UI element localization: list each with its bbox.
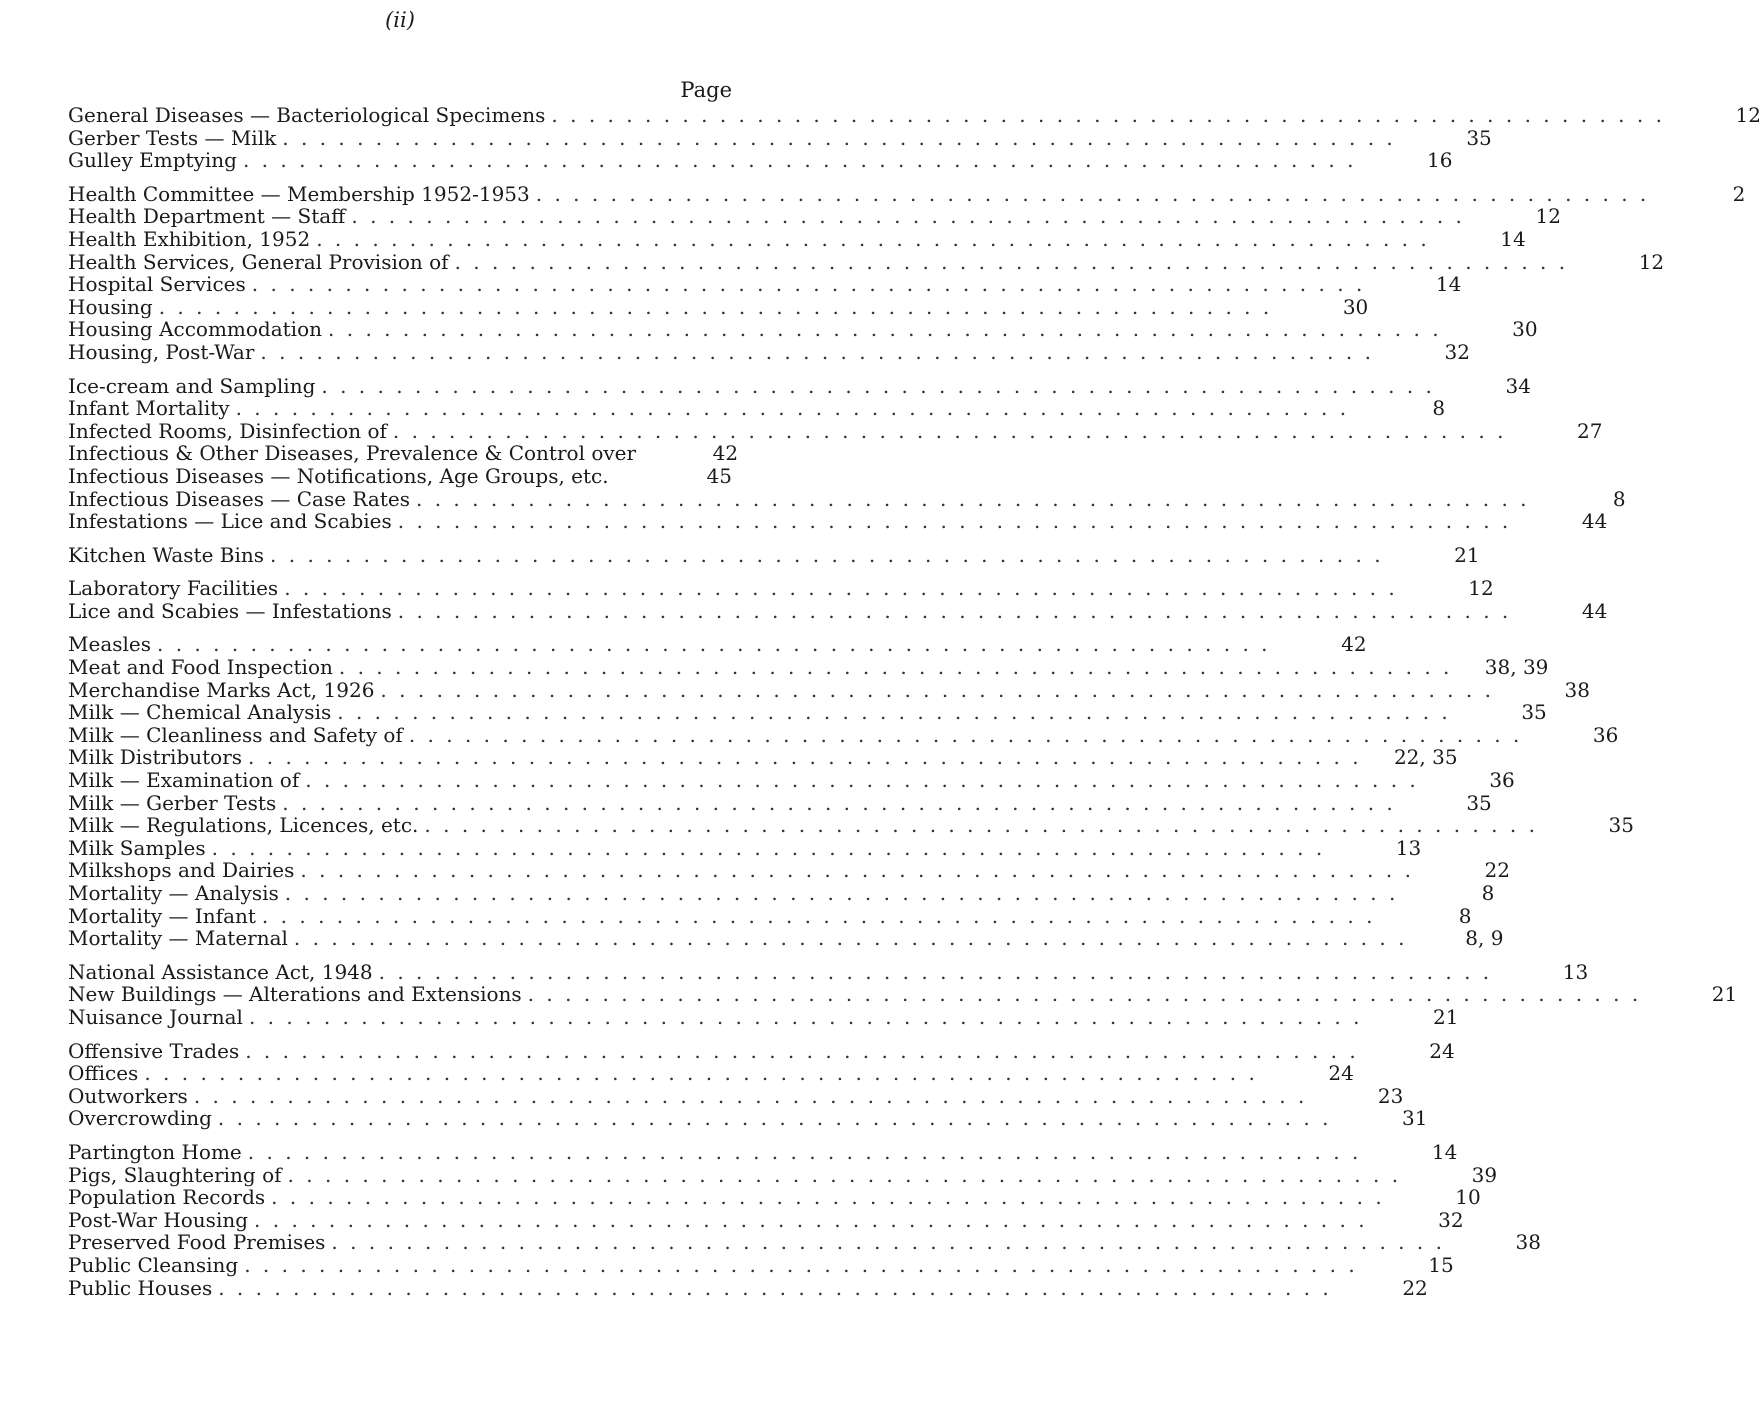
entry-label: Offensive Trades — [68, 1038, 240, 1063]
dot-leader: . . . . . . . . . . . . . . . . . . . . . . . . . . . . . . . . . . . . . . . . . . . . . . . . . . . . . . . . . . . . — [380, 677, 1494, 702]
index-entry — [68, 1252, 1454, 1277]
entry-label: Preserved Food Premises — [68, 1230, 326, 1255]
entry-page-number: 22, 35 — [1393, 745, 1458, 770]
entry-label: Milk Distributors — [68, 745, 243, 770]
entry-label: Public Houses — [68, 1275, 213, 1300]
entry-label: Laboratory Facilities — [68, 576, 279, 601]
dot-leader: . . . . . . . . . . . . . . . . . . . . . . . . . . . . . . . . . . . . . . . . . . . . . . . . . . . . . . . . . . . . — [293, 926, 1408, 951]
entry-page-number: 13 — [1395, 835, 1422, 860]
entry-page-number: 12 — [1735, 103, 1761, 127]
index-entry — [68, 272, 1462, 297]
dot-leader: . . . . . . . . . . . . . . . . . . . . . . . . . . . . . . . . . . . . . . . . . . . . . . . . . . . . . . . . . . . . — [247, 1139, 1362, 1164]
entry-label: Infectious & Other Diseases, Prevalence & Control over — [68, 441, 637, 466]
page-column-header: Page — [680, 78, 732, 102]
index-entry — [68, 813, 1634, 838]
entry-page-number: 8 — [1458, 903, 1472, 928]
entry-page-number: 21 — [1454, 542, 1480, 567]
dot-leader: . . . . . . . . . . . . . . . . . . . . . . . . . . . . . . . . . . . . . . . . . . . . . . . . . . . . . . . . . . . . — [284, 881, 1399, 905]
entry-label: Population Records — [68, 1185, 266, 1210]
entry-label: Gerber Tests — Milk — [68, 125, 277, 150]
dot-leader: . . . . . . . . . . . . . . . . . . . . . . . . . . . . . . . . . . . . . . . . . . . . . . . . . . . . . . . . . . . . — [305, 768, 1419, 793]
entry-page-number: 30 — [1512, 317, 1538, 342]
entry-page-number: 31 — [1402, 1106, 1428, 1131]
entry-page-number: 12 — [1638, 249, 1665, 274]
entry-label: Mortality — Maternal — [68, 926, 288, 951]
index-group — [68, 959, 1738, 1029]
dot-leader: . . . . . . . . . . . . . . . . . . . . . . . . . . . . . . . . . . . . . . . . . . . . . . . . . . . . . . . . . . . . — [328, 317, 1442, 342]
dot-leader: . . . . . . . . . . . . . . . . . . . . . . . . . . . . . . . . . . . . . . . . . . . . . . . . . . . . . . . . . . . . — [338, 655, 1453, 680]
entry-page-number: 38 — [1564, 677, 1590, 702]
entry-label: Milk — Chemical Analysis — [68, 700, 332, 725]
dot-leader: . . . . . . . . . . . . . . . . . . . . . . . . . . . . . . . . . . . . . . . . . . . . . . . . . . . . . . . . . . . . — [284, 576, 1398, 601]
index-entry — [68, 982, 1738, 1007]
dot-leader: . . . . . . . . . . . . . . . . . . . . . . . . . . . . . . . . . . . . . . . . . . . . . . . . . . . . . . . . . . . . — [337, 700, 1451, 725]
entry-label: Housing, Post-War — [68, 339, 255, 364]
entry-label: Health Services, General Provision of — [68, 249, 449, 274]
entry-label: Infant Mortality — [68, 396, 230, 421]
dot-leader: . . . . . . . . . . . . . . . . . . . . . . . . . . . . . . . . . . . . . . . . . . . . . . . . . . . . . . . . . . . . — [254, 1207, 1368, 1232]
index-entry — [68, 1038, 1455, 1063]
dot-leader: . . . . . . . . . . . . . . . . . . . . . . . . . . . . . . . . . . . . . . . . . . . . . . . . . . . . . . . . . . . . — [527, 982, 1642, 1007]
index-entry — [68, 790, 1492, 815]
dot-leader: . . . . . . . . . . . . . . . . . . . . . . . . . . . . . . . . . . . . . . . . . . . . . . . . . . . . . . . . . . . . — [535, 181, 1650, 206]
index-entry — [68, 858, 1510, 883]
entry-page-number: 35 — [1521, 700, 1547, 725]
index-entry — [68, 1083, 1404, 1108]
entry-page-number: 27 — [1577, 418, 1603, 443]
index-entry — [68, 1275, 1428, 1300]
index-entry — [68, 1106, 1428, 1131]
entry-label: Merchandise Marks Act, 1926 — [68, 677, 375, 702]
dot-leader: . . . . . . . . . . . . . . . . . . . . . . . . . . . . . . . . . . . . . . . . . . . . . . . . . . . . . . . . . . . . — [378, 959, 1493, 984]
entry-label: General Diseases — Bacteriological Specimens — [68, 103, 546, 127]
dot-leader: . . . . . . . . . . . . . . . . . . . . . . . . . . . . . . . . . . . . . . . . . . . . . . . . . . . . . . . . . . . . — [235, 396, 1350, 421]
index-entry — [68, 598, 1608, 623]
entry-label: Overcrowding — [68, 1106, 212, 1131]
entry-page-number: 32 — [1444, 339, 1470, 364]
index-entry — [68, 632, 1367, 657]
entry-page-number: 2 — [1732, 181, 1746, 206]
dot-leader: . . . . . . . . . . . . . . . . . . . . . . . . . . . . . . . . . . . . . . . . . . . . . . . . . . . . . . . . . . . . — [245, 1038, 1359, 1063]
entry-label: Nuisance Journal — [68, 1004, 243, 1029]
entry-page-number: 14 — [1500, 226, 1526, 251]
index-entry — [68, 1185, 1481, 1210]
index-group — [68, 632, 1634, 951]
dot-leader: . . . . . . . . . . . . . . . . . . . . . . . . . . . . . . . . . . . . . . . . . . . . . . . . . . . . . . . . . . . . — [300, 858, 1414, 883]
entry-label: Lice and Scabies — Infestations — [68, 598, 392, 623]
index-entry — [68, 181, 1746, 206]
dot-leader: . . . . . . . . . . . . . . . . . . . . . . . . . . . . . . . . . . . . . . . . . . . . . . . . . . . . . . . . . . . . — [248, 1004, 1363, 1029]
entry-label: Pigs, Slaughtering of — [68, 1162, 282, 1187]
entry-page-number: 44 — [1581, 598, 1608, 623]
entry-page-number: 38, 39 — [1484, 655, 1549, 680]
index-entry — [68, 125, 1492, 150]
dot-leader: . . . . . . . . . . . . . . . . . . . . . . . . . . . . . . . . . . . . . . . . . . . . . . . . . . . . . . . . . . . . — [321, 373, 1435, 398]
dot-leader: . . . . . . . . . . . . . . . . . . . . . . . . . . . . . . . . . . . . . . . . . . . . . . . . . . . . . . . . . . . . — [287, 1162, 1402, 1187]
dot-leader: . . . . . . . . . . . . . . . . . . . . . . . . . . . . . . . . . . . . . . . . . . . . . . . . . . . . . . . . . . . . — [244, 1252, 1358, 1277]
entry-label: Housing Accommodation — [68, 317, 323, 342]
entry-label: Health Committee — Membership 1952-1953 — [68, 181, 530, 206]
index-entry — [68, 1139, 1458, 1164]
entry-page-number: 22 — [1484, 858, 1510, 883]
entry-page-number: 15 — [1428, 1252, 1454, 1277]
index-entry — [68, 486, 1626, 511]
index-entry — [68, 148, 1453, 173]
entry-label: Mortality — Analysis — [68, 881, 279, 905]
entry-page-number: 16 — [1427, 148, 1453, 173]
dot-leader: . . . . . . . . . . . . . . . . . . . . . . . . . . . . . . . . . . . . . . . . . . . . . . . . . . . . . . . . . . . . — [218, 1275, 1332, 1300]
dot-leader: . . . . . . . . . . . . . . . . . . . . . . . . . . . . . . . . . . . . . . . . . . . . . . . . . . . . . . . . . . . . — [260, 339, 1374, 364]
entry-label: Kitchen Waste Bins — [68, 542, 265, 567]
index-entry — [68, 294, 1369, 319]
index-group — [68, 1038, 1455, 1131]
dot-leader: . . . . . . . . . . . . . . . . . . . . . . . . . . . . . . . . . . . . . . . . . . . . . . . . . . . . . . . . . . . . — [271, 1185, 1385, 1210]
entry-label: Milk Samples — [68, 835, 206, 860]
dot-leader: . . . . . . . . . . . . . . . . . . . . . . . . . . . . . . . . . . . . . . . . . . . . . . . . . . . . . . . . . . . . — [351, 204, 1465, 229]
entry-page-number: 42 — [712, 441, 739, 466]
entry-page-number: 12 — [1535, 204, 1561, 229]
dot-leader: . . . . . . . . . . . . . . . . . . . . . . . . . . . . . . . . . . . . . . . . . . . . . . . . . . . . . . . . . . . . — [270, 542, 1384, 567]
entry-label: Ice-cream and Sampling — [68, 373, 316, 398]
dot-leader: . . . . . . . . . . . . . . . . . . . . . . . . . . . . . . . . . . . . . . . . . . . . . . . . . . . . . . . . . . . . — [424, 813, 1538, 838]
entry-page-number: 38 — [1515, 1230, 1541, 1255]
entry-label: Milk — Gerber Tests — [68, 790, 277, 815]
entry-page-number: 44 — [1581, 509, 1608, 534]
dot-leader: . . . . . . . . . . . . . . . . . . . . . . . . . . . . . . . . . . . . . . . . . . . . . . . . . . . . . . . . . . . . — [331, 1230, 1445, 1255]
entry-label: Milk — Examination of — [68, 768, 300, 793]
entry-label: Mortality — Infant — [68, 903, 256, 928]
entry-page-number: 10 — [1455, 1185, 1481, 1210]
entry-page-number: 23 — [1377, 1083, 1404, 1108]
dot-leader: . . . . . . . . . . . . . . . . . . . . . . . . . . . . . . . . . . . . . . . . . . . . . . . . . . . . . . . . . . . . — [158, 294, 1273, 319]
entry-label: Infectious Diseases — Notifications, Age Groups, etc. — [68, 463, 609, 488]
entry-label: Partington Home — [68, 1139, 242, 1164]
index-entry — [68, 418, 1603, 443]
index-entry — [68, 835, 1422, 860]
entry-page-number: 36 — [1592, 722, 1619, 747]
index-entry — [68, 317, 1538, 342]
entry-page-number: 12 — [1468, 576, 1494, 601]
entry-label: Measles — [68, 632, 151, 657]
index-entry — [68, 926, 1504, 951]
dot-leader: . . . . . . . . . . . . . . . . . . . . . . . . . . . . . . . . . . . . . . . . . . . . . . . . . . . . . . . . . . . . — [217, 1106, 1332, 1131]
entry-label: Offices — [68, 1061, 139, 1086]
entry-page-number: 35 — [1466, 790, 1492, 815]
entry-page-number: 34 — [1505, 373, 1531, 398]
entry-page-number: 30 — [1342, 294, 1369, 319]
dot-leader: . . . . . . . . . . . . . . . . . . . . . . . . . . . . . . . . . . . . . . . . . . . . . . . . . . . . . . . . . . . . — [242, 148, 1357, 173]
dot-leader: . . . . . . . . . . . . . . . . . . . . . . . . . . . . . . . . . . . . . . . . . . . . . . . . . . . . . . . . . . . . — [551, 103, 1665, 127]
index-entry — [68, 655, 1549, 680]
entry-page-number: 21 — [1433, 1004, 1459, 1029]
dot-leader: . . . . . . . . . . . . . . . . . . . . . . . . . . . . . . . . . . . . . . . . . . . . . . . . . . . . . . . . . . . . — [251, 272, 1366, 297]
index-entry — [68, 373, 1531, 398]
entry-label: Health Exhibition, 1952 — [68, 226, 311, 251]
index-entry — [68, 1207, 1464, 1232]
index-group — [68, 103, 1761, 173]
entry-page-number: 24 — [1328, 1061, 1354, 1086]
index-entry — [68, 700, 1547, 725]
index-entry — [68, 768, 1515, 793]
entry-page-number: 45 — [706, 463, 732, 488]
entry-label: Infestations — Lice and Scabies — [68, 509, 392, 534]
entry-label: Post-War Housing — [68, 1207, 249, 1232]
entry-label: Milk — Regulations, Licences, etc. — [68, 813, 419, 838]
index-entry — [68, 465, 732, 488]
index-entry — [68, 1061, 1354, 1086]
index-entry — [68, 1162, 1498, 1187]
dot-leader: . . . . . . . . . . . . . . . . . . . . . . . . . . . . . . . . . . . . . . . . . . . . . . . . . . . . . . . . . . . . — [211, 835, 1326, 860]
index-entry — [68, 103, 1761, 127]
entry-page-number: 22 — [1402, 1275, 1428, 1300]
index-entry — [68, 542, 1480, 567]
dot-leader: . . . . . . . . . . . . . . . . . . . . . . . . . . . . . . . . . . . . . . . . . . . . . . . . . . . . . . . . . . . . — [261, 903, 1376, 928]
dot-leader: . . . . . . . . . . . . . . . . . . . . . . . . . . . . . . . . . . . . . . . . . . . . . . . . . . . . . . . . . . . . — [316, 226, 1430, 251]
entry-page-number: 13 — [1562, 959, 1589, 984]
entry-page-number: 8 — [1612, 486, 1626, 511]
entry-page-number: 8 — [1432, 396, 1446, 421]
index-entry — [68, 441, 739, 466]
index-list — [68, 103, 1761, 1310]
dot-leader: . . . . . . . . . . . . . . . . . . . . . . . . . . . . . . . . . . . . . . . . . . . . . . . . . . . . . . . . . . . . — [282, 125, 1396, 150]
dot-leader: . . . . . . . . . . . . . . . . . . . . . . . . . . . . . . . . . . . . . . . . . . . . . . . . . . . . . . . . . . . . — [282, 790, 1396, 815]
entry-page-number: 39 — [1471, 1162, 1498, 1187]
index-entry — [68, 881, 1495, 905]
entry-label: New Buildings — Alterations and Extensions — [68, 982, 522, 1007]
index-group — [68, 1139, 1541, 1300]
entry-label: Health Department — Staff — [68, 204, 346, 229]
index-group — [68, 181, 1746, 364]
entry-page-number: 8 — [1481, 881, 1495, 905]
entry-page-number: 32 — [1438, 1207, 1464, 1232]
index-entry — [68, 722, 1619, 747]
entry-page-number: 21 — [1711, 982, 1738, 1007]
index-entry — [68, 1004, 1459, 1029]
entry-page-number: 35 — [1608, 813, 1634, 838]
entry-label: Infectious Diseases — Case Rates — [68, 486, 410, 511]
index-entry — [68, 204, 1561, 229]
index-entry — [68, 677, 1590, 702]
index-entry — [68, 903, 1472, 928]
entry-label: Meat and Food Inspection — [68, 655, 333, 680]
dot-leader: . . . . . . . . . . . . . . . . . . . . . . . . . . . . . . . . . . . . . . . . . . . . . . . . . . . . . . . . . . . . — [416, 486, 1530, 511]
page-number: (ii) — [385, 8, 415, 32]
index-entry — [68, 396, 1446, 421]
index-entry — [68, 745, 1458, 770]
entry-label: Gulley Emptying — [68, 148, 237, 173]
entry-page-number: 35 — [1466, 125, 1492, 150]
index-group — [68, 576, 1608, 623]
entry-label: Outworkers — [68, 1083, 188, 1108]
dot-leader: . . . . . . . . . . . . . . . . . . . . . . . . . . . . . . . . . . . . . . . . . . . . . . . . . . . . . . . . . . . . — [157, 632, 1271, 657]
entry-page-number: 24 — [1429, 1038, 1455, 1063]
index-entry — [68, 959, 1589, 984]
entry-label: Hospital Services — [68, 272, 246, 297]
entry-page-number: 14 — [1435, 272, 1462, 297]
dot-leader: . . . . . . . . . . . . . . . . . . . . . . . . . . . . . . . . . . . . . . . . . . . . . . . . . . . . . . . . . . . . — [454, 249, 1569, 274]
index-entry — [68, 509, 1608, 534]
entry-label: Milkshops and Dairies — [68, 858, 295, 883]
index-group — [68, 373, 1626, 534]
index-entry — [68, 226, 1526, 251]
dot-leader: . . . . . . . . . . . . . . . . . . . . . . . . . . . . . . . . . . . . . . . . . . . . . . . . . . . . . . . . . . . . — [193, 1083, 1308, 1108]
entry-label: Milk — Cleanliness and Safety of — [68, 722, 403, 747]
entry-label: Public Cleansing — [68, 1252, 239, 1277]
entry-page-number: 36 — [1489, 768, 1515, 793]
entry-page-number: 14 — [1431, 1139, 1458, 1164]
entry-page-number: 42 — [1341, 632, 1367, 657]
index-entry — [68, 249, 1665, 274]
index-entry — [68, 339, 1470, 364]
dot-leader: . . . . . . . . . . . . . . . . . . . . . . . . . . . . . . . . . . . . . . . . . . . . . . . . . . . . . . . . . . . . — [392, 418, 1507, 443]
dot-leader: . . . . . . . . . . . . . . . . . . . . . . . . . . . . . . . . . . . . . . . . . . . . . . . . . . . . . . . . . . . . — [248, 745, 1362, 770]
entry-page-number: 8, 9 — [1465, 926, 1504, 951]
index-entry — [68, 576, 1494, 601]
dot-leader: . . . . . . . . . . . . . . . . . . . . . . . . . . . . . . . . . . . . . . . . . . . . . . . . . . . . . . . . . . . . — [397, 598, 1512, 623]
dot-leader: . . . . . . . . . . . . . . . . . . . . . . . . . . . . . . . . . . . . . . . . . . . . . . . . . . . . . . . . . . . . — [397, 509, 1512, 534]
dot-leader: . . . . . . . . . . . . . . . . . . . . . . . . . . . . . . . . . . . . . . . . . . . . . . . . . . . . . . . . . . . . — [144, 1061, 1258, 1086]
dot-leader: . . . . . . . . . . . . . . . . . . . . . . . . . . . . . . . . . . . . . . . . . . . . . . . . . . . . . . . . . . . . — [408, 722, 1523, 747]
index-entry — [68, 1230, 1541, 1255]
entry-label: National Assistance Act, 1948 — [68, 959, 373, 984]
index-group — [68, 542, 1480, 567]
entry-label: Infected Rooms, Disinfection of — [68, 418, 387, 443]
entry-label: Housing — [68, 294, 153, 319]
